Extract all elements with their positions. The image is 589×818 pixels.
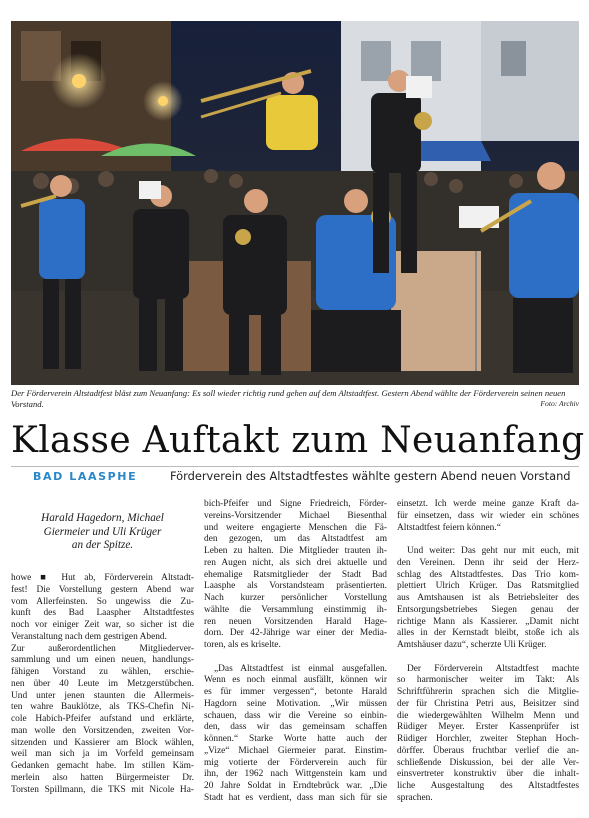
byline-line: Harald Hagedorn, Michael bbox=[41, 512, 164, 524]
text-line: Wenn es noch einmal ausfällt, können wir bbox=[204, 675, 387, 686]
text-line: „Vize“ Michael Giermeier parat. Einstim- bbox=[204, 745, 387, 756]
text-line: es für immer vergessen“, betonte Harald bbox=[204, 687, 387, 697]
text-line: Der Förderverein Altstadtfest machte bbox=[407, 663, 579, 674]
text-line: vom Allerfeinsten. So ungewiss die Zu- bbox=[11, 596, 194, 607]
byline-line: Giermeier und Uli Krüger bbox=[43, 525, 162, 538]
text-line: den gezogen, um das Altstadtfest am bbox=[204, 534, 387, 545]
text-line: Und unter jenen staunten die Allermeis- bbox=[11, 690, 194, 701]
text-line: können.“ Starke Worte hatte auch der bbox=[204, 734, 387, 744]
text-line: Altstadtfest feiern können.“ bbox=[397, 522, 501, 533]
text-line: nen über 40 Leute im Metzgerstübchen. bbox=[11, 678, 194, 689]
article-column-3 bbox=[397, 499, 579, 805]
text-line: ehemalige Ratsmitglieder der Stadt Bad bbox=[204, 569, 387, 580]
article-column-2 bbox=[204, 499, 387, 805]
text-line: merlein also hatten Bürgermeister Dr. bbox=[11, 772, 194, 783]
text-line: den, dass wir das gemeinsam schaffen bbox=[204, 722, 387, 733]
subheadline: Förderverein des Altstadtfestes wählte gestern Abend neuen Vorstand bbox=[170, 469, 571, 483]
text-line: bich-Pfeifer und Signe Friedreich, Förder- bbox=[204, 499, 387, 509]
text-line: einsvertreter konstruktiv über die inhalt- bbox=[397, 769, 579, 780]
band-photo-illustration bbox=[11, 21, 579, 385]
article-photo bbox=[11, 21, 579, 385]
headline: Klasse Auftakt zum Neuanfang bbox=[11, 420, 585, 461]
photo-caption: Der Förderverein Altstadtfest bläst zum Neuanfang: Es soll wieder richtig rund gehen auf dem Altstadtfest. Gestern Abend wählte der Förderverein seinen neuen Vorstand. bbox=[11, 388, 566, 409]
text-line: der für Christina Petri aus, Beisitzer sind bbox=[397, 698, 579, 709]
text-line: Leben zu halten. Die Mitglieder trauten ih- bbox=[204, 546, 387, 556]
text-line: Laasphe als Vorstandsteam präsentierten. bbox=[204, 581, 387, 592]
text-line: fähigen Vorstand zu wählen, erschie- bbox=[11, 667, 194, 677]
text-line: howe ■ Hut ab, Förderverein Altstadt- bbox=[11, 573, 194, 583]
text-line: plettiert Ulrich Krüger. Das Ratsmitglied bbox=[397, 581, 579, 592]
text-line: ihn, der 1962 nach Wittgenstein kam und bbox=[204, 769, 387, 780]
text-line: Rüdiger Meyer. Erster Kassenprüfer ist bbox=[397, 722, 579, 733]
text-line: sprachen. bbox=[397, 792, 433, 803]
article-column-1 bbox=[11, 573, 194, 796]
text-line: wählte die Versammlung einstimmig ih- bbox=[204, 604, 387, 615]
text-line: Hagdorn seine Motivation. „Wir müssen bbox=[204, 698, 387, 709]
text-line: den Vereinen. Denn ihr seid der Herz- bbox=[397, 557, 579, 568]
text-line: ten wahre Bauklötze, als TKS-Chefin Ni- bbox=[11, 702, 194, 713]
text-line: cole Habich-Pfeifer aufstand und erklärte, bbox=[11, 714, 194, 724]
text-line: Entsorgungsbetriebes Siegen genau der bbox=[397, 604, 579, 615]
text-line: vereins-Vorsitzender Michael Biesenthal bbox=[204, 510, 387, 521]
text-line: Stadt hat es verdient, dass man sich für sie bbox=[204, 792, 387, 803]
text-line: ren neuen Vorsitzenden Harald Hage- bbox=[204, 616, 387, 627]
text-line: und weitere engagierte Menschen die Fä- bbox=[204, 522, 387, 533]
headline-divider bbox=[11, 466, 579, 467]
text-line: liche Ausgestaltung des Altstadtfestes bbox=[397, 781, 579, 791]
text-line: Veranstaltung nach dem gestrigen Abend. bbox=[11, 631, 167, 642]
text-line: einsetzt. Ich werde meine ganze Kraft da- bbox=[397, 499, 579, 509]
text-line: für einsetzen, dass wir wieder ein schönes bbox=[397, 510, 579, 521]
text-line: sammlung und um einen neuen, handlungs- bbox=[11, 655, 194, 666]
byline-box bbox=[11, 512, 194, 553]
text-line: man wolle den Vorsitzenden, zweiten Vor- bbox=[11, 725, 194, 736]
byline-line: an der Spitze. bbox=[71, 539, 134, 551]
text-line: sitzenden und Kassierer am Block wählen, bbox=[11, 737, 194, 748]
text-line: fest! Die Vorstellung gestern Abend war bbox=[11, 584, 194, 595]
text-line: Nach kurzer persönlicher Vorstellung bbox=[204, 593, 387, 603]
text-line: Torsten Spillmann, die TKS mit Nicole Ha- bbox=[11, 784, 194, 795]
text-line: schlag des Altstadtfestes. Das Trio kom- bbox=[397, 569, 579, 580]
text-line: schließende Diskussion, bei der alle Ver- bbox=[397, 757, 579, 768]
text-line: ren Augen nicht, als sich drei aktuelle und bbox=[204, 557, 387, 568]
photo-credit: Foto: Archiv bbox=[540, 399, 579, 408]
text-line: „Das Altstadtfest ist einmal ausgefallen. bbox=[214, 663, 387, 674]
text-line: Amtshäuser dazu“, scherzte Uli Krüger. bbox=[397, 640, 547, 650]
text-line: weil man sich ja im Vorfeld gemeinsam bbox=[11, 749, 194, 760]
location-kicker: BAD LAASPHE bbox=[33, 470, 138, 483]
text-line: Zur außerordentlichen Mitgliederver- bbox=[11, 643, 194, 654]
text-line: noch vor einiger Zeit war, so sicher ist die bbox=[11, 620, 194, 630]
text-line: richtige Mann als Kassierer. „Damit nicht bbox=[397, 616, 579, 627]
text-line: dorn. Der 42-Jährige war einer der Media- bbox=[204, 628, 387, 639]
text-line: Und weiter: Das geht nur mit euch, mit bbox=[407, 546, 579, 556]
text-line: kunft des Bad Laaspher Altstadtfestes bbox=[11, 608, 194, 619]
text-line: schauen, dass wir die Vereine so einbin- bbox=[204, 710, 387, 721]
text-line: Schriftführerin sprachen sich die Mitglie- bbox=[397, 687, 579, 697]
text-line: toren, als es kriselte. bbox=[204, 640, 281, 650]
text-line: dörffer. Überaus fruchtbar verlief die an- bbox=[397, 745, 579, 756]
text-line: so harmonischer weiter im Takt: Als bbox=[397, 675, 579, 686]
text-line: 20 Jahre Soldat in Erndtebrück war. „Die bbox=[204, 781, 387, 791]
text-line: aus Amtshausen ist als Betriebsleiter des bbox=[397, 593, 579, 603]
text-line: mig votierte der Förderverein auch für bbox=[204, 757, 387, 768]
text-line: die wiedergewählten Wilhelm Menn und bbox=[397, 710, 579, 721]
text-line: alles in der Kernstadt bleibt, stoße ich als bbox=[397, 628, 579, 639]
text-line: Gedanken gemacht habe. Im stillen Käm- bbox=[11, 761, 194, 771]
text-line: Rüdiger Horchler, zweiter Stephan Hoch- bbox=[397, 734, 579, 744]
